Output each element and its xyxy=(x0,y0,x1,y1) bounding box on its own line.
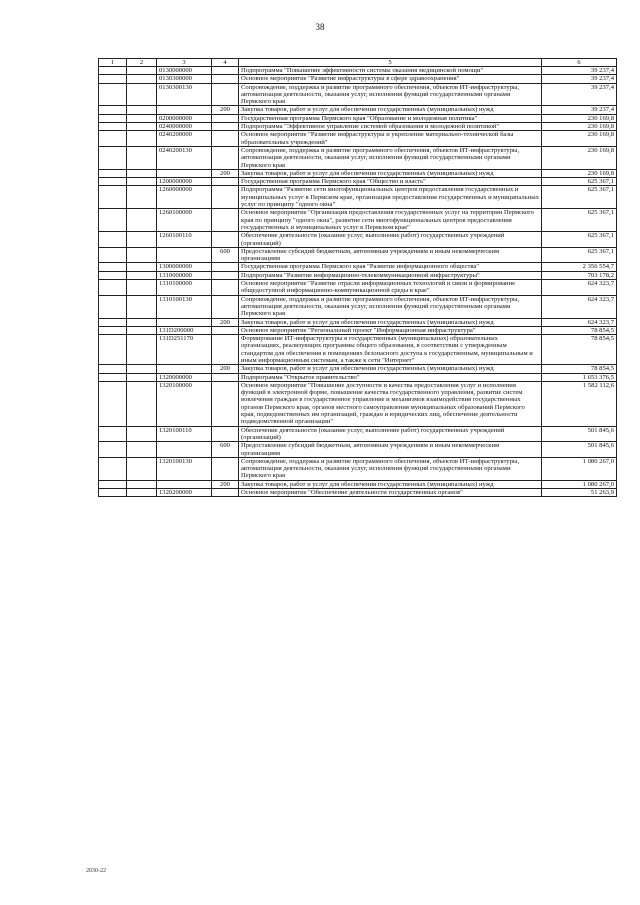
table-row xyxy=(99,480,617,488)
table-row xyxy=(99,318,617,326)
cell-amount: 1 582 112,6 xyxy=(542,381,617,426)
table-row xyxy=(99,146,617,169)
cell-expense-kind: 600 xyxy=(212,247,239,263)
cell-expense-kind: 200 xyxy=(212,318,239,326)
cell-blank-1 xyxy=(99,480,127,488)
cell-blank-2 xyxy=(127,83,157,106)
cell-target-code: 1310100130 xyxy=(157,295,212,318)
cell-target-code: 1310100000 xyxy=(157,280,212,296)
cell-blank-2 xyxy=(127,247,157,263)
cell-amount: 625 367,1 xyxy=(542,209,617,232)
cell-blank-2 xyxy=(127,67,157,75)
cell-blank-2 xyxy=(127,457,157,480)
table-row xyxy=(99,131,617,147)
cell-expense-kind xyxy=(212,295,239,318)
cell-blank-2 xyxy=(127,114,157,122)
column-number-row xyxy=(99,59,617,67)
cell-item-name: Основное мероприятие "Развитие инфраструктуры в сфере здравоохранения" xyxy=(239,75,542,83)
cell-blank-2 xyxy=(127,169,157,177)
table-row xyxy=(99,271,617,279)
cell-amount: 1 080 267,0 xyxy=(542,457,617,480)
cell-expense-kind xyxy=(212,83,239,106)
cell-target-code xyxy=(157,442,212,458)
cell-amount: 624 323,7 xyxy=(542,295,617,318)
cell-amount: 230 169,8 xyxy=(542,123,617,131)
cell-blank-2 xyxy=(127,480,157,488)
cell-blank-1 xyxy=(99,186,127,209)
table-row xyxy=(99,178,617,186)
cell-item-name: Закупка товаров, работ и услуг для обеспечения государственных (муниципальных) нужд xyxy=(239,365,542,373)
cell-blank-1 xyxy=(99,318,127,326)
column-number: 6 xyxy=(542,59,617,67)
cell-target-code: 1320200000 xyxy=(157,489,212,497)
table-row xyxy=(99,263,617,271)
cell-blank-2 xyxy=(127,178,157,186)
table-row xyxy=(99,373,617,381)
cell-amount: 501 845,6 xyxy=(542,442,617,458)
cell-item-name: Закупка товаров, работ и услуг для обеспечения государственных (муниципальных) нужд xyxy=(239,169,542,177)
cell-expense-kind xyxy=(212,263,239,271)
cell-blank-2 xyxy=(127,209,157,232)
cell-amount: 624 323,7 xyxy=(542,280,617,296)
cell-blank-2 xyxy=(127,186,157,209)
cell-blank-1 xyxy=(99,457,127,480)
cell-target-code: 1260100000 xyxy=(157,209,212,232)
table-row xyxy=(99,209,617,232)
cell-expense-kind xyxy=(212,209,239,232)
table-row xyxy=(99,75,617,83)
cell-blank-1 xyxy=(99,146,127,169)
cell-blank-1 xyxy=(99,295,127,318)
cell-target-code: 131D251170 xyxy=(157,335,212,365)
cell-target-code: 0240200000 xyxy=(157,131,212,147)
cell-expense-kind xyxy=(212,178,239,186)
cell-item-name: Обеспечение деятельности (оказание услуг, выполнение работ) государственных учреждений (организаций) xyxy=(239,232,542,248)
cell-amount: 39 237,4 xyxy=(542,75,617,83)
cell-blank-1 xyxy=(99,271,127,279)
table-row xyxy=(99,365,617,373)
cell-target-code: 0240000000 xyxy=(157,123,212,131)
cell-target-code xyxy=(157,480,212,488)
cell-blank-2 xyxy=(127,232,157,248)
column-number: 4 xyxy=(212,59,239,67)
cell-blank-1 xyxy=(99,326,127,334)
cell-amount: 51 263,9 xyxy=(542,489,617,497)
cell-expense-kind xyxy=(212,326,239,334)
cell-blank-1 xyxy=(99,106,127,114)
cell-blank-2 xyxy=(127,280,157,296)
cell-amount: 78 854,5 xyxy=(542,326,617,334)
cell-target-code: 1300000000 xyxy=(157,263,212,271)
cell-blank-1 xyxy=(99,442,127,458)
cell-expense-kind: 200 xyxy=(212,365,239,373)
table-row xyxy=(99,247,617,263)
cell-blank-2 xyxy=(127,106,157,114)
cell-expense-kind xyxy=(212,232,239,248)
cell-blank-1 xyxy=(99,75,127,83)
cell-expense-kind xyxy=(212,457,239,480)
cell-amount: 625 367,1 xyxy=(542,186,617,209)
cell-blank-2 xyxy=(127,326,157,334)
cell-item-name: Основное мероприятие "Обеспечение деятельности государственных органов" xyxy=(239,489,542,497)
cell-blank-1 xyxy=(99,365,127,373)
cell-amount: 703 178,2 xyxy=(542,271,617,279)
cell-target-code: 0130300130 xyxy=(157,83,212,106)
cell-expense-kind: 600 xyxy=(212,442,239,458)
cell-item-name: Предоставление субсидий бюджетным, автономным учреждениям и иным некоммерческим организациям xyxy=(239,247,542,263)
table-row xyxy=(99,326,617,334)
cell-blank-1 xyxy=(99,489,127,497)
column-number: 5 xyxy=(239,59,542,67)
cell-target-code xyxy=(157,106,212,114)
table-row xyxy=(99,106,617,114)
cell-blank-1 xyxy=(99,335,127,365)
cell-amount: 625 367,1 xyxy=(542,178,617,186)
cell-amount: 230 169,8 xyxy=(542,146,617,169)
cell-expense-kind: 200 xyxy=(212,106,239,114)
table-row xyxy=(99,442,617,458)
column-number: 1 xyxy=(99,59,127,67)
cell-target-code xyxy=(157,247,212,263)
table-row xyxy=(99,232,617,248)
cell-target-code: 1260000000 xyxy=(157,186,212,209)
cell-amount: 624 323,7 xyxy=(542,318,617,326)
cell-amount: 78 854,5 xyxy=(542,365,617,373)
cell-expense-kind xyxy=(212,114,239,122)
cell-blank-2 xyxy=(127,318,157,326)
cell-blank-1 xyxy=(99,67,127,75)
cell-blank-2 xyxy=(127,365,157,373)
cell-amount: 230 169,8 xyxy=(542,131,617,147)
cell-expense-kind xyxy=(212,280,239,296)
cell-blank-1 xyxy=(99,247,127,263)
footer-code: 2030-22 xyxy=(86,868,106,874)
cell-item-name: Основное мероприятие "Организация предоставления государственных услуг на территории Пермского края по принципу "одного окна", развитие сети многофункциональных центров предоставления государственных и муниципальных услуг в Пермском крае" xyxy=(239,209,542,232)
table-row xyxy=(99,114,617,122)
cell-expense-kind xyxy=(212,373,239,381)
cell-blank-1 xyxy=(99,83,127,106)
cell-target-code: 1320000000 xyxy=(157,373,212,381)
cell-expense-kind: 200 xyxy=(212,480,239,488)
cell-item-name: Закупка товаров, работ и услуг для обеспечения государственных (муниципальных) нужд xyxy=(239,106,542,114)
table-row xyxy=(99,381,617,426)
cell-expense-kind xyxy=(212,146,239,169)
cell-amount: 78 854,5 xyxy=(542,335,617,365)
cell-blank-1 xyxy=(99,169,127,177)
cell-target-code: 1310000000 xyxy=(157,271,212,279)
cell-expense-kind xyxy=(212,75,239,83)
cell-target-code xyxy=(157,365,212,373)
cell-expense-kind xyxy=(212,489,239,497)
cell-amount: 625 367,1 xyxy=(542,247,617,263)
cell-blank-1 xyxy=(99,426,127,442)
cell-amount: 230 169,8 xyxy=(542,114,617,122)
cell-blank-2 xyxy=(127,146,157,169)
cell-target-code: 1320100110 xyxy=(157,426,212,442)
cell-amount: 2 356 554,7 xyxy=(542,263,617,271)
cell-target-code: 1320100130 xyxy=(157,457,212,480)
cell-item-name: Сопровождение, поддержка и развитие программного обеспечения, объектов ИТ-инфраструктуры, автоматизация деятельности, оказания услуг, исполнения функций государственными органами Пермского края xyxy=(239,457,542,480)
cell-expense-kind xyxy=(212,67,239,75)
cell-blank-2 xyxy=(127,335,157,365)
cell-expense-kind xyxy=(212,131,239,147)
cell-target-code xyxy=(157,318,212,326)
table-row xyxy=(99,186,617,209)
cell-blank-2 xyxy=(127,489,157,497)
cell-expense-kind xyxy=(212,381,239,426)
cell-expense-kind xyxy=(212,186,239,209)
cell-target-code: 0130000000 xyxy=(157,67,212,75)
table-row xyxy=(99,489,617,497)
cell-target-code: 1320100000 xyxy=(157,381,212,426)
cell-amount: 501 845,6 xyxy=(542,426,617,442)
cell-target-code: 1200000000 xyxy=(157,178,212,186)
cell-blank-1 xyxy=(99,381,127,426)
cell-item-name: Основное мероприятие "Региональный проект "Информационная инфраструктура" xyxy=(239,326,542,334)
cell-expense-kind xyxy=(212,426,239,442)
cell-amount: 39 237,4 xyxy=(542,67,617,75)
cell-blank-1 xyxy=(99,263,127,271)
cell-item-name: Сопровождение, поддержка и развитие программного обеспечения, объектов ИТ-инфраструктуры, автоматизация деятельности, оказания услуг, исполнения функций государственными органами Пермского края xyxy=(239,83,542,106)
cell-item-name: Подпрограмма "Открытое правительство" xyxy=(239,373,542,381)
cell-item-name: Основное мероприятие "Повышение доступности и качества предоставления услуг и исполнения функций в электронной форме, повышение качества государственного управления, развитие систем вовлечения граждан в государственное управление и механизмов взаимодействия государственных органов Пермского края, органов местного самоуправления муниципальных образований Пермского края, подведомственных им организаций, граждан и юридических лиц, обеспечение деятельности подведомственной организации" xyxy=(239,381,542,426)
cell-item-name: Подпрограмма "Развитие информационно-телекоммуникационной инфраструктуры" xyxy=(239,271,542,279)
cell-blank-2 xyxy=(127,295,157,318)
table-row xyxy=(99,295,617,318)
budget-table xyxy=(98,58,617,497)
table-row xyxy=(99,67,617,75)
cell-item-name: Закупка товаров, работ и услуг для обеспечения государственных (муниципальных) нужд xyxy=(239,480,542,488)
cell-blank-1 xyxy=(99,280,127,296)
page-number: 38 xyxy=(315,22,325,32)
cell-target-code: 131D200000 xyxy=(157,326,212,334)
cell-blank-2 xyxy=(127,75,157,83)
cell-blank-2 xyxy=(127,123,157,131)
cell-amount: 230 169,8 xyxy=(542,169,617,177)
table-row xyxy=(99,169,617,177)
cell-item-name: Государственная программа Пермского края "Развитие информационного общества" xyxy=(239,263,542,271)
cell-blank-1 xyxy=(99,114,127,122)
cell-item-name: Формирование ИТ-инфраструктуры в государственных (муниципальных) образовательных организациях, реализующих программы общего образования, в соответствии с утвержденным стандартом для обеспечения в помещениях безопасного доступа к государственным, муниципальным и иным информационным системам, а также к сети "Интернет" xyxy=(239,335,542,365)
cell-item-name: Сопровождение, поддержка и развитие программного обеспечения, объектов ИТ-инфраструктуры, автоматизация деятельности, оказания услуг, исполнения функций государственными органами Пермского края xyxy=(239,146,542,169)
cell-blank-2 xyxy=(127,373,157,381)
cell-blank-1 xyxy=(99,131,127,147)
cell-blank-1 xyxy=(99,123,127,131)
cell-item-name: Сопровождение, поддержка и развитие программного обеспечения, объектов ИТ-инфраструктуры, автоматизация деятельности, оказания услуг, исполнения функций государственными органами Пермского края xyxy=(239,295,542,318)
cell-blank-2 xyxy=(127,263,157,271)
cell-expense-kind xyxy=(212,123,239,131)
cell-expense-kind xyxy=(212,271,239,279)
cell-item-name: Основное мероприятие "Развитие отрасли информационных технологий и связи и формирование общедоступной информационно-коммуникационной среды в крае" xyxy=(239,280,542,296)
cell-amount: 39 237,4 xyxy=(542,83,617,106)
cell-amount: 1 080 267,0 xyxy=(542,480,617,488)
cell-target-code: 0240200130 xyxy=(157,146,212,169)
cell-target-code: 0130300000 xyxy=(157,75,212,83)
cell-blank-1 xyxy=(99,232,127,248)
cell-blank-1 xyxy=(99,373,127,381)
cell-amount: 625 367,1 xyxy=(542,232,617,248)
cell-amount: 39 237,4 xyxy=(542,106,617,114)
cell-blank-1 xyxy=(99,178,127,186)
column-number: 3 xyxy=(157,59,212,67)
cell-item-name: Закупка товаров, работ и услуг для обеспечения государственных (муниципальных) нужд xyxy=(239,318,542,326)
cell-item-name: Подпрограмма "Повышение эффективности системы оказания медицинской помощи" xyxy=(239,67,542,75)
table-row xyxy=(99,123,617,131)
table-row xyxy=(99,457,617,480)
cell-expense-kind xyxy=(212,335,239,365)
cell-item-name: Основное мероприятие "Развитие инфраструктуры и укрепление материально-технической базы образовательных учреждений" xyxy=(239,131,542,147)
table-row xyxy=(99,83,617,106)
cell-blank-2 xyxy=(127,381,157,426)
cell-item-name: Государственная программа Пермского края "Общество и власть" xyxy=(239,178,542,186)
cell-item-name: Подпрограмма "Развитие сети многофункциональных центров предоставления государственных и муниципальных услуг в Пермском крае, организация предоставления государственных и муниципальных услуг по принципу "одного окна" xyxy=(239,186,542,209)
cell-blank-2 xyxy=(127,442,157,458)
column-number: 2 xyxy=(127,59,157,67)
cell-item-name: Подпрограмма "Эффективное управление системой образования и молодежной политикой" xyxy=(239,123,542,131)
cell-blank-2 xyxy=(127,131,157,147)
cell-item-name: Государственная программа Пермского края "Образование и молодежная политика" xyxy=(239,114,542,122)
cell-target-code xyxy=(157,169,212,177)
cell-blank-2 xyxy=(127,271,157,279)
table-row xyxy=(99,335,617,365)
cell-item-name: Обеспечение деятельности (оказание услуг, выполнение работ) государственных учреждений (организаций) xyxy=(239,426,542,442)
table-row xyxy=(99,426,617,442)
cell-target-code: 0200000000 xyxy=(157,114,212,122)
cell-target-code: 1260100110 xyxy=(157,232,212,248)
cell-amount: 1 653 376,5 xyxy=(542,373,617,381)
cell-blank-2 xyxy=(127,426,157,442)
table-row xyxy=(99,280,617,296)
cell-item-name: Предоставление субсидий бюджетным, автономным учреждениям и иным некоммерческим организациям xyxy=(239,442,542,458)
cell-blank-1 xyxy=(99,209,127,232)
cell-expense-kind: 200 xyxy=(212,169,239,177)
